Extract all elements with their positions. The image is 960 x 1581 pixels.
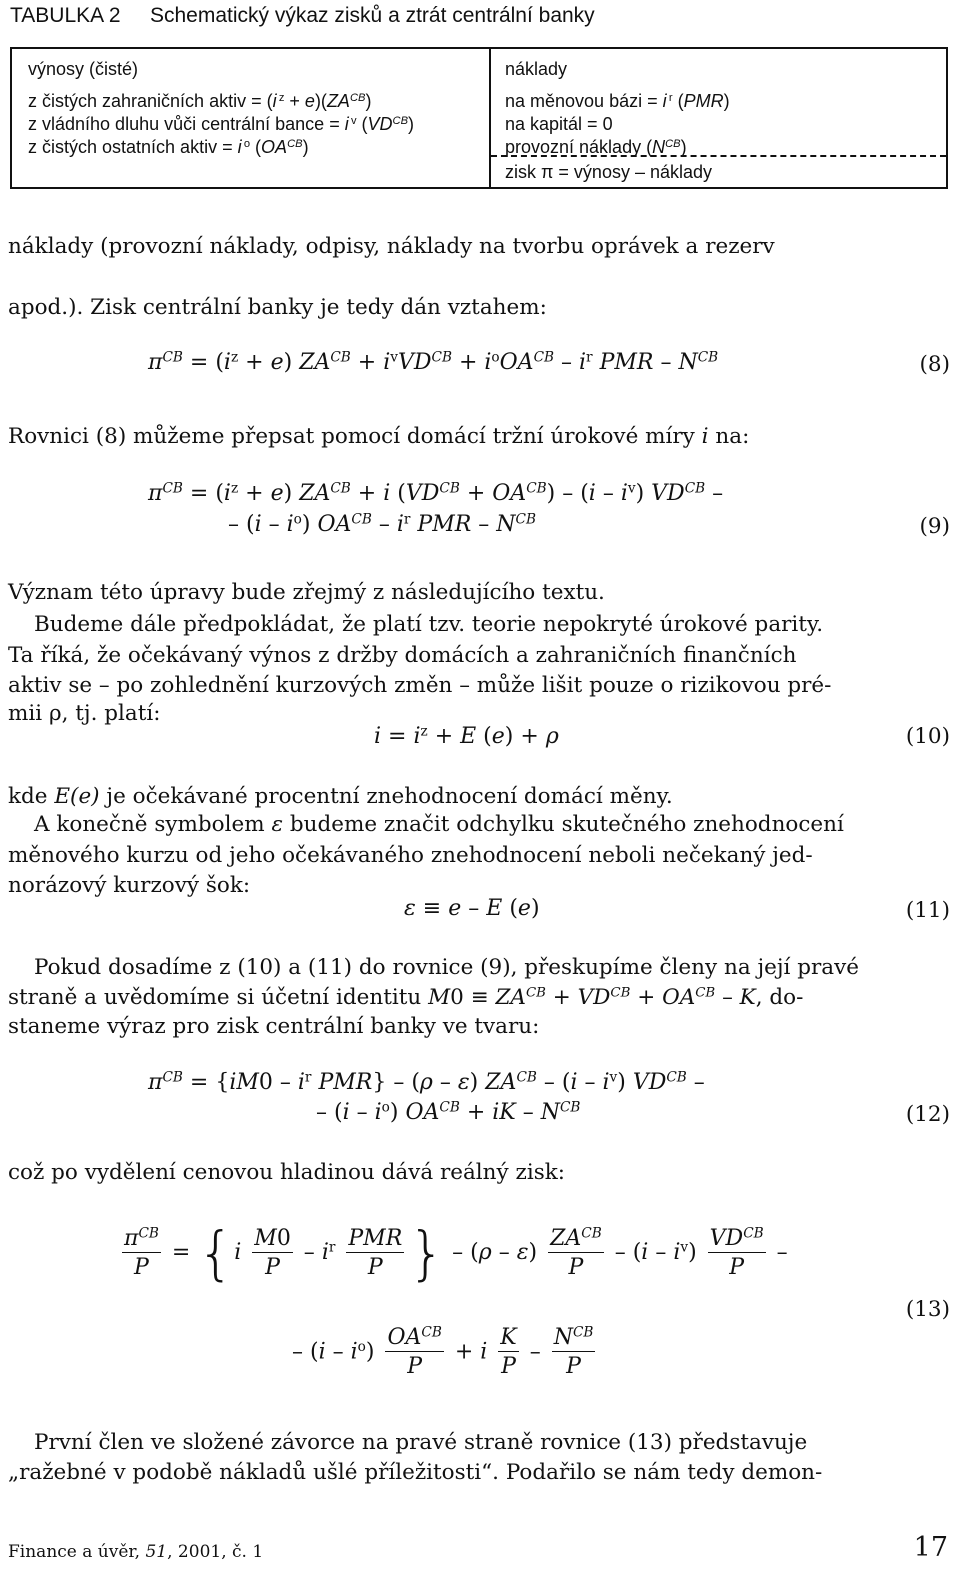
cost-operating: provozní náklady $(N^{CB})$ <box>505 137 687 157</box>
costs-header: náklady <box>505 59 568 79</box>
paragraph-line: mii ρ, tj. platí: <box>8 701 161 726</box>
equation-9-line-2: – $(i - i^o)$ $OA^{CB} - i^r$ PMR – $N^{CB}$ <box>228 511 536 537</box>
equation-number: (9) <box>919 514 950 539</box>
equation-8: $\pi^{CB} = (i^z + e) ZA^{CB} + i^vVD^{CB} + i^oOA^{CB} - i^r$ PMR – $N^{CB}$ <box>148 349 719 375</box>
paragraph-line: aktiv se – po zohlednění kurzových změn – může lišit pouze o rizikovou pré- <box>8 673 832 698</box>
revenues-column <box>28 58 414 159</box>
equation-12-line-1: $\pi^{CB} = \{iM0 - i^r$ PMR} – (ρ – ε) $ZA^{CB} - (i - i^v)$ $VD^{CB}$ – <box>148 1069 705 1095</box>
revenue-government-debt: z vládního dluhu vůči centrální bance = i $^v$ $(VD^{CB})$ <box>28 114 415 134</box>
cost-capital: na kapitál = 0 <box>505 114 613 134</box>
paragraph-line: měnového kurzu od jeho očekávaného znehodnocení neboli nečekaný jed- <box>8 843 813 868</box>
revenue-other-assets: z čistých ostatních aktiv = i $^o$ $(OA^{CB})$ <box>28 137 309 157</box>
table-label: TABULKA 2 <box>10 4 121 27</box>
paragraph-line: norázový kurzový šok: <box>8 873 251 898</box>
dashed-separator <box>491 155 946 157</box>
table-caption <box>10 4 595 28</box>
equation-10: $i = i^z + E$ (e) + ρ <box>374 723 559 749</box>
equation-number: (10) <box>905 724 950 749</box>
paragraph-line: staneme výraz pro zisk centrální banky ve tvaru: <box>8 1014 540 1039</box>
equation-9-line-1: $\pi^{CB} = (i^z + e) ZA^{CB} + i$ $(VD^{CB} + OA^{CB}) - (i - i^v)$ $VD^{CB}$ – <box>148 480 724 506</box>
paragraph-line: Budeme dále předpokládat, že platí tzv. teorie nepokryté úrokové parity. <box>34 612 824 637</box>
paragraph-line: Pokud dosadíme z (10) a (11) do rovnice (9), přeskupíme členy na její pravé <box>34 955 859 980</box>
paragraph-line: náklady (provozní náklady, odpisy, náklady na tvorbu oprávek a rezerv <box>8 234 775 259</box>
table-title: Schematický výkaz zisků a ztrát centrální banky <box>150 4 595 27</box>
equation-12-line-2: – $(i - i^o)$ $OA^{CB}$ + iK – $N^{CB}$ <box>316 1099 581 1125</box>
cost-monetary-base: na měnovou bázi = i $^r$ (PMR) <box>505 91 730 111</box>
equation-number: (13) <box>905 1297 950 1322</box>
equation-11: ε ≡ e – E (e) <box>404 896 540 921</box>
page-number: 17 <box>913 1532 948 1563</box>
revenues-header: výnosy (čisté) <box>28 59 139 79</box>
revenue-foreign-assets: z čistých zahraničních aktiv = (i $^z + e)(ZA^{CB})$ <box>28 91 372 111</box>
equation-13-line-1: $\frac{\pi^{CB}}{P}$ = {i $\frac{M0}{P}$ – $i^r$ $\frac{\text{PMR}}{P}$ } – (ρ – ε) $\frac{ZA^{CB}}{P}$ – $(i - i^v)$ $\frac{VD^{CB}}{P}$ – <box>124 1219 788 1287</box>
paragraph-line: Význam této úpravy bude zřejmý z následujícího textu. <box>8 580 605 605</box>
paragraph-line: „ražebné v podobě nákladů ušlé příležitosti“. Podařilo se nám tedy demon- <box>8 1460 823 1485</box>
income-statement-table <box>10 47 948 189</box>
paragraph-line: Ta říká, že očekávaný výnos z držby domácích a zahraničních finančních <box>8 643 797 668</box>
paragraph-line: apod.). Zisk centrální banky je tedy dán vztahem: <box>8 295 547 320</box>
paragraph-line: kde E(e) je očekávané procentní znehodnocení domácí měny. <box>8 784 673 809</box>
equation-number: (8) <box>919 352 950 377</box>
profit-row: zisk π = výnosy – náklady <box>505 162 713 182</box>
table-divider <box>489 49 491 187</box>
equation-13-line-2: – $(i - i^o)$ $\frac{OA^{CB}}{P}$ + i $\frac{K}{P}$ – $\frac{N^{CB}}{P}$ <box>292 1324 594 1379</box>
paragraph-line: straně a uvědomíme si účetní identitu $M0 \equiv ZA^{CB} + VD^{CB} + OA^{CB} - K$, do- <box>8 985 804 1010</box>
journal-footer: Finance a úvěr, 51, 2001, č. 1 <box>8 1542 264 1562</box>
paragraph-line: První člen ve složené závorce na pravé straně rovnice (13) představuje <box>34 1430 808 1455</box>
equation-number: (12) <box>905 1102 950 1127</box>
paragraph-line: A konečně symbolem ε budeme značit odchylku skutečného znehodnocení <box>34 812 844 837</box>
costs-column <box>505 58 730 159</box>
paragraph-line: Rovnici (8) můžeme přepsat pomocí domácí tržní úrokové míry i na: <box>8 424 750 449</box>
paragraph-line: což po vydělení cenovou hladinou dává reálný zisk: <box>8 1160 566 1185</box>
equation-number: (11) <box>905 898 950 923</box>
